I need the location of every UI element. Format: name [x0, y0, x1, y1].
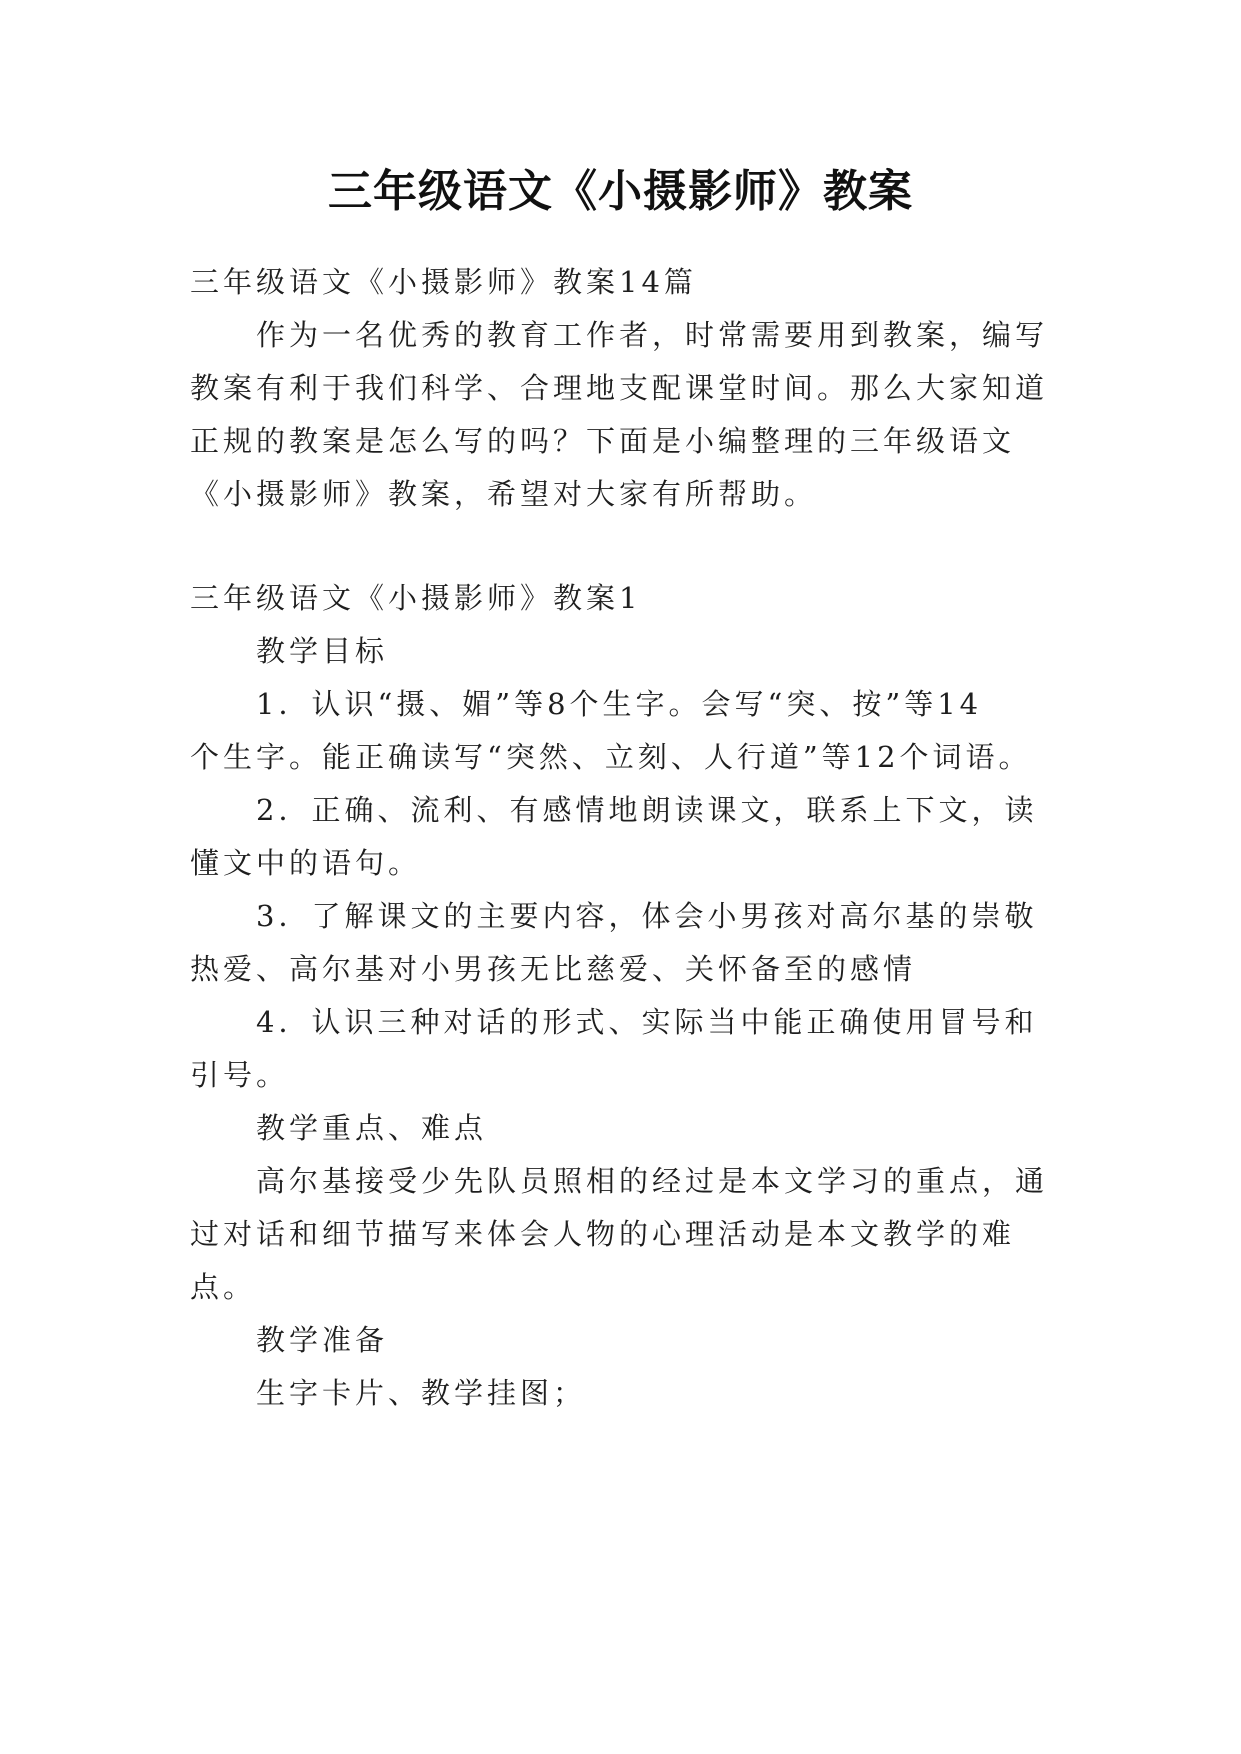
intro-line: 《小摄影师》教案，希望对大家有所帮助。 — [190, 477, 818, 511]
focus-line: 点。 — [190, 1270, 257, 1304]
focus-heading: 教学重点、难点 — [256, 1111, 488, 1145]
goal-line: 2．正确、流利、有感情地朗读课文，联系上下文，读 — [256, 793, 1038, 827]
goal-line: 3．了解课文的主要内容，体会小男孩对高尔基的崇敬 — [256, 899, 1038, 933]
goals-heading: 教学目标 — [256, 634, 389, 668]
focus-line: 过对话和细节描写来体会人物的心理活动是本文教学的难 — [190, 1217, 1016, 1251]
goal-line: 个生字。能正确读写“突然、立刻、人行道”等12个词语。 — [190, 740, 1032, 774]
goal-line: 1．认识“摄、媚”等8个生字。会写“突、按”等14 — [256, 687, 983, 721]
goal-line: 引号。 — [190, 1058, 290, 1092]
goal-line: 4．认识三种对话的形式、实际当中能正确使用冒号和 — [256, 1005, 1038, 1039]
intro-line: 作为一名优秀的教育工作者，时常需要用到教案，编写 — [256, 318, 1049, 352]
focus-line: 高尔基接受少先队员照相的经过是本文学习的重点，通 — [256, 1164, 1049, 1198]
goal-line: 热爱、高尔基对小男孩无比慈爱、关怀备至的感情 — [190, 952, 917, 986]
intro-line: 教案有利于我们科学、合理地支配课堂时间。那么大家知道 — [190, 371, 1049, 405]
prep-line: 生字卡片、教学挂图； — [256, 1376, 587, 1410]
document-subtitle: 三年级语文《小摄影师》教案14篇 — [190, 265, 697, 299]
intro-line: 正规的教案是怎么写的吗？下面是小编整理的三年级语文 — [190, 424, 1016, 458]
section-heading: 三年级语文《小摄影师》教案1 — [190, 581, 642, 615]
prep-heading: 教学准备 — [256, 1323, 389, 1357]
document-title: 三年级语文《小摄影师》教案 — [328, 166, 913, 217]
goal-line: 懂文中的语句。 — [190, 846, 422, 880]
